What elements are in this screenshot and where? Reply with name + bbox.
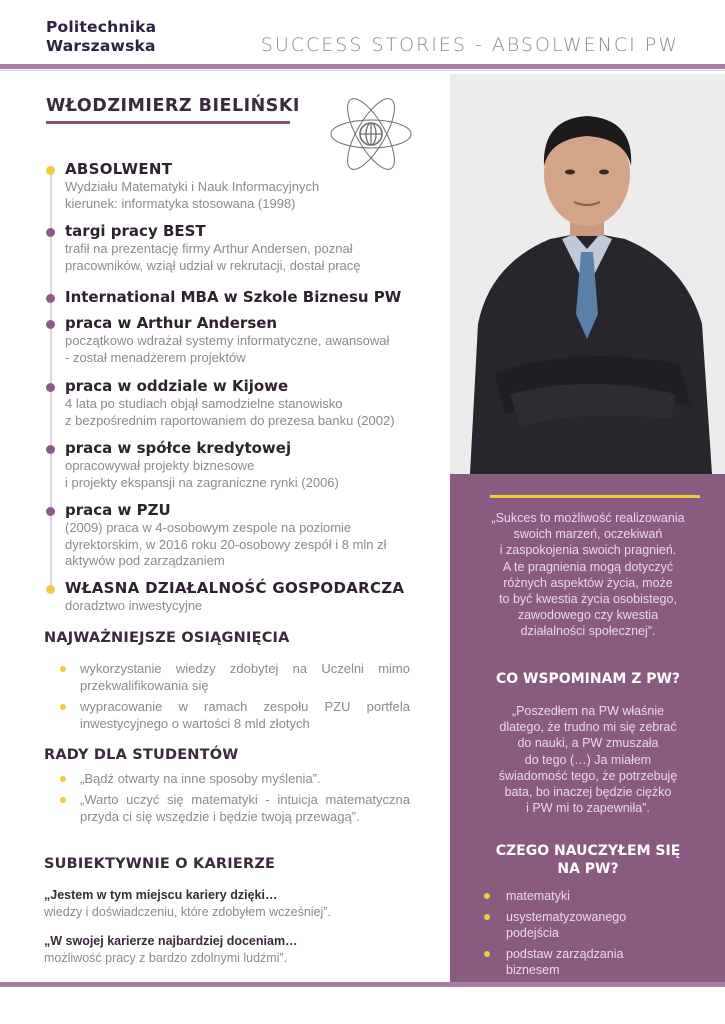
bullet-dot: [60, 704, 66, 710]
learned-heading-line-2: NA PW?: [557, 861, 619, 877]
learned-list: [482, 888, 682, 983]
timeline-title: International MBA w Szkole Biznesu PW: [65, 288, 402, 306]
timeline-title: praca w oddziale w Kijowe: [65, 377, 289, 395]
quote-line: do tego (…) Ja miałem: [524, 752, 652, 767]
advice-list: [60, 770, 410, 829]
timeline-dot: [46, 445, 55, 454]
timeline-dot: [46, 507, 55, 516]
motto-quote: [462, 510, 714, 640]
timeline-desc: - został menadżerem projektów: [65, 349, 246, 365]
top-rule: [0, 64, 725, 69]
timeline-title: WŁASNA DZIAŁALNOŚĆ GOSPODARCZA: [65, 579, 405, 597]
learned-text: matematyki: [506, 889, 570, 903]
timeline-dot: [46, 585, 55, 594]
timeline-desc: i projekty ekspansji na zagraniczne rynki (2006): [65, 474, 339, 490]
timeline-item-graduate: [42, 159, 442, 212]
learned-text: usystematyzowanego: [506, 909, 627, 924]
quote-line: do nauki, a PW zmuszała: [517, 736, 659, 751]
quote-line: swoich marzeń, oczekiwań: [513, 527, 663, 542]
portrait-photo: [450, 74, 725, 474]
timeline-desc: Wydziału Matematyki i Nauk Informacyjnych: [65, 179, 320, 194]
timeline-item-mba: [42, 287, 442, 307]
timeline-desc: dyrektorskim, w 2016 roku 20-osobowy zespół i 8 mln zł: [65, 536, 387, 552]
list-item: [482, 888, 682, 905]
timeline-desc: doradztwo inwestycyjne: [65, 598, 203, 613]
list-item: [60, 770, 410, 787]
bullet-dot: [60, 666, 66, 672]
timeline-title: targi pracy BEST: [65, 222, 206, 240]
quote-line: i PW mi to zapewniła”.: [526, 801, 650, 816]
learned-text: podejścia: [506, 926, 559, 940]
career-quote-1-head: „Jestem w tym miejscu kariery dzięki…: [44, 888, 278, 902]
university-logo: [46, 18, 156, 56]
career-quote-2-text: możliwość pracy z bardzo zdolnymi ludźmi”.: [44, 951, 288, 965]
career-quote-1-text: wiedzy i doświadczeniu, które zdobyłem wcześniej”.: [44, 905, 331, 919]
advice-heading: RADY DLA STUDENTÓW: [44, 747, 239, 763]
quote-line: „Poszedłem na PW właśnie: [511, 704, 665, 718]
achievements-heading: NAJWAŻNIEJSZE OSIĄGNIĘCIA: [44, 630, 290, 646]
logo-line-2: Warszawska: [46, 37, 156, 55]
bullet-dot: [60, 776, 66, 782]
quote-line: działalności społecznej”.: [520, 624, 656, 639]
achievement-text: wykorzystanie wiedzy zdobytej na Uczelni mimo przekwalifikowania się: [80, 661, 410, 693]
learned-text: podstaw zarządzania: [506, 946, 624, 961]
timeline-item-arthur-andersen: [42, 313, 442, 366]
quote-line: i zaspokojenia swoich pragnień.: [499, 543, 677, 558]
timeline-desc: trafił na prezentację firmy Arthur Andersen, poznał: [65, 241, 353, 256]
bullet-dot: [484, 893, 490, 899]
timeline-dot: [46, 383, 55, 392]
learned-heading-line-1: CZEGO NAUCZYŁEM SIĘ: [495, 843, 681, 859]
timeline-desc: z bezpośrednim raportowaniem do prezesa banku (2002): [65, 412, 395, 428]
timeline-desc: pracowników, wziął udział w rekrutacji, dostał pracę: [65, 257, 361, 273]
timeline-title: praca w Arthur Andersen: [65, 314, 278, 332]
timeline-desc: kierunek: informatyka stosowana (1998): [65, 195, 296, 211]
bottom-rule: [0, 982, 725, 987]
quote-line: różnych aspektów życia, może: [503, 575, 673, 590]
career-quote-2-head: „W swojej karierze najbardziej doceniam…: [44, 934, 298, 948]
page-header-title: SUCCESS STORIES - ABSOLWENCI PW: [260, 34, 679, 56]
list-item: [60, 660, 410, 694]
timeline-item-pzu: [42, 500, 442, 570]
learned-heading: [462, 842, 714, 878]
quote-line: to być kwestia życia osobistego,: [499, 592, 677, 607]
quote-line: A te pragnienia mogą dotyczyć: [502, 559, 674, 574]
timeline-title: praca w spółce kredytowej: [65, 439, 292, 457]
timeline-dot: [46, 228, 55, 237]
career-heading: SUBIEKTYWNIE O KARIERZE: [44, 856, 276, 872]
advice-text: „Warto uczyć się matematyki - intuicja matematyczna przyda ci się wszędzie i będzie twoją przewagą”.: [80, 792, 410, 824]
learned-text: biznesem: [506, 963, 560, 977]
timeline-title: ABSOLWENT: [65, 160, 173, 178]
quote-line: zawodowego czy kwestia: [517, 608, 659, 623]
top-rule-thin: [0, 70, 725, 71]
timeline-title: praca w PZU: [65, 501, 171, 519]
logo-line-1: Politechnika: [46, 18, 157, 36]
quote-line: bata, bo inaczej będzie ciężko: [504, 785, 672, 800]
list-item: [60, 791, 410, 825]
portrait-illustration: [450, 74, 725, 474]
timeline-item-own-business: [42, 578, 442, 615]
advice-text: „Bądź otwarty na inne sposoby myślenia”.: [80, 771, 321, 786]
timeline-desc: aktywów pod zarządzaniem: [65, 553, 225, 568]
timeline-desc: opracowywał projekty biznesowe: [65, 458, 255, 473]
timeline-dot: [46, 294, 55, 303]
achievements-list: [60, 660, 410, 736]
timeline-desc: 4 lata po studiach objął samodzielne stanowisko: [65, 396, 343, 411]
timeline-desc: (2009) praca w 4-osobowym zespole na poziomie: [65, 520, 352, 535]
timeline-item-job-fair: [42, 221, 442, 274]
timeline-item-kiev: [42, 376, 442, 429]
person-name: WŁODZIMIERZ BIELIŃSKI: [46, 96, 300, 116]
panel-rule: [490, 495, 700, 498]
quote-line: „Sukces to możliwość realizowania: [491, 511, 685, 525]
timeline-dot: [46, 320, 55, 329]
list-item: [482, 909, 682, 942]
list-item: [60, 698, 410, 732]
quote-line: świadomość tego, że potrzebuję: [498, 768, 678, 783]
achievement-text: wypracowanie w ramach zespołu PZU portfela inwestycyjnego o wartości 8 mld złotych: [80, 699, 410, 731]
timeline-dot: [46, 166, 55, 175]
memories-heading: CO WSPOMINAM Z PW?: [495, 671, 681, 687]
list-item: [482, 946, 682, 979]
timeline-desc: początkowo wdrażał systemy informatyczne, awansował: [65, 333, 390, 348]
bullet-dot: [484, 914, 490, 920]
name-underline: [46, 121, 290, 124]
bullet-dot: [484, 951, 490, 957]
quote-line: dlatego, że trudno mi się zebrać: [499, 720, 677, 735]
timeline-item-credit-company: [42, 438, 442, 491]
memories-quote: [462, 703, 714, 816]
bullet-dot: [60, 797, 66, 803]
